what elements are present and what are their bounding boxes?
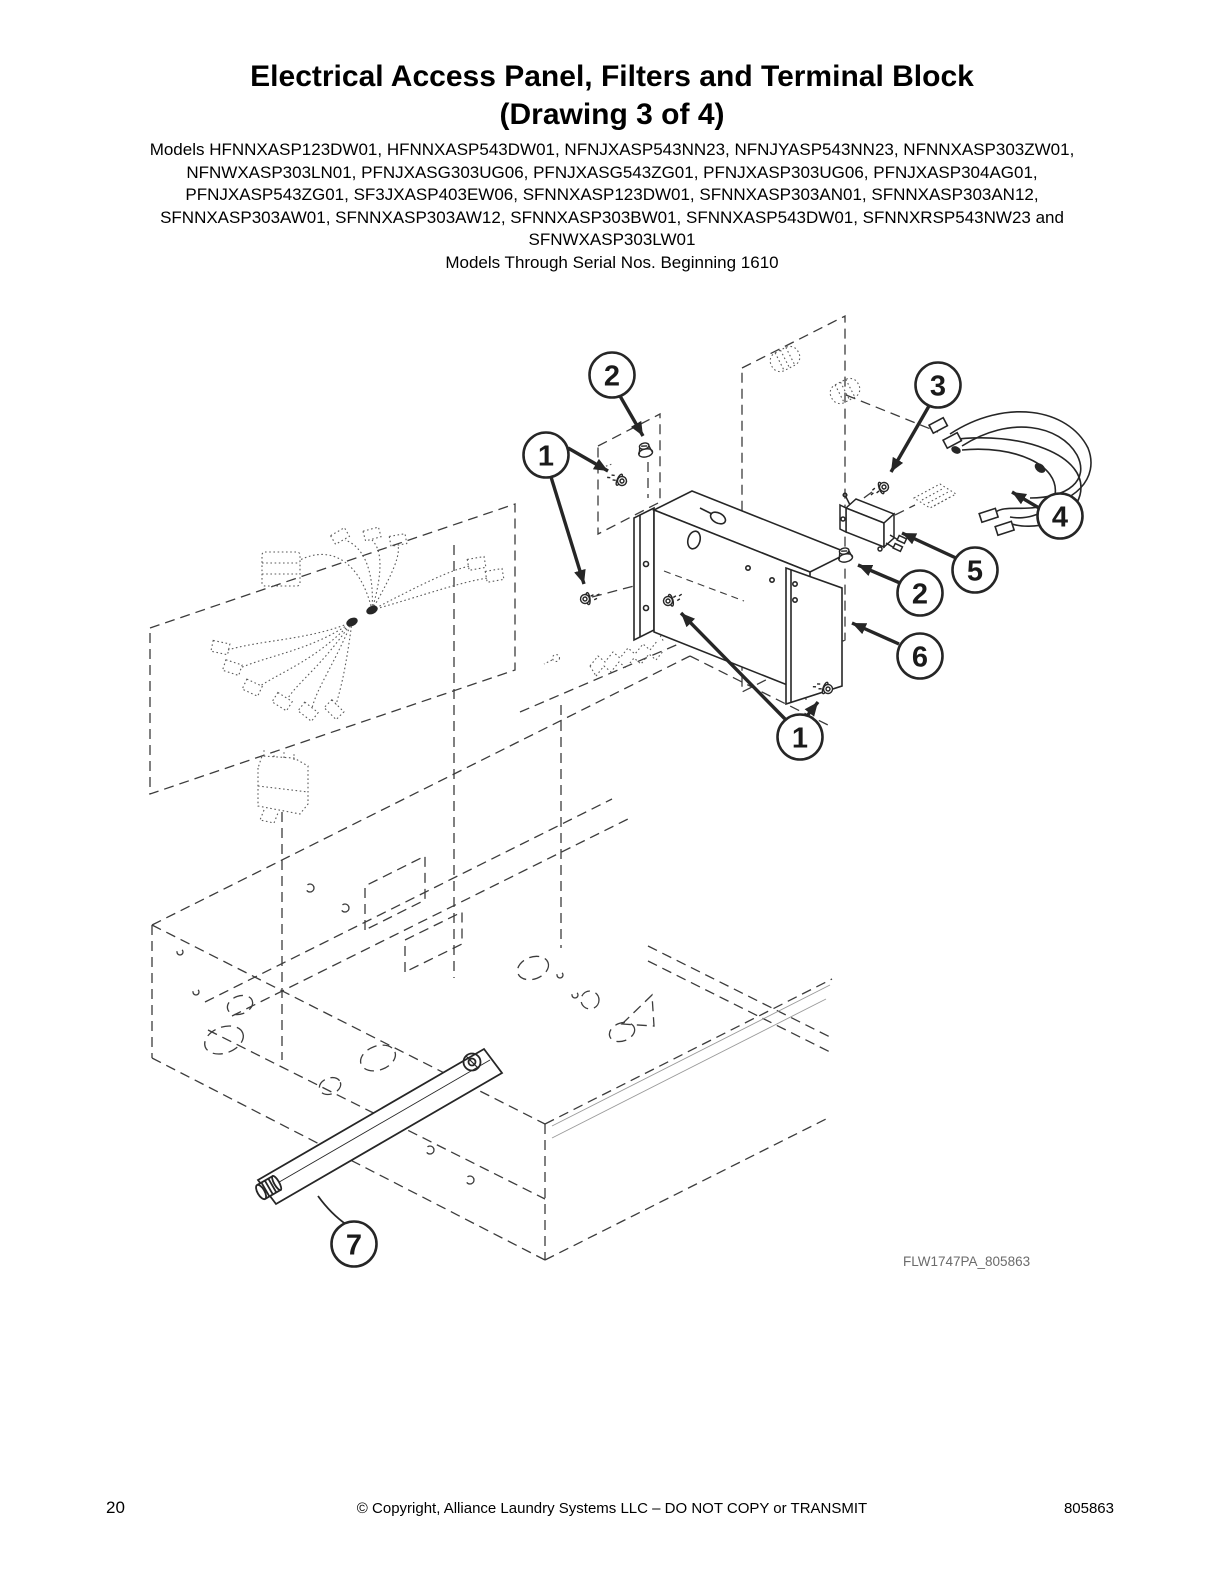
document-number: 805863	[1063, 1500, 1114, 1517]
callout-1-bottom	[778, 715, 823, 760]
callout-number: 2	[911, 578, 929, 611]
callout-6	[898, 634, 943, 679]
callout-5	[953, 548, 998, 593]
models-line: NFNWXASP303LN01, PFNJXASG303UG06, PFNJXASG543ZG01, PFNJXASP303UG06, PFNJXASP304AG01,	[186, 162, 1038, 182]
callout-number: 5	[966, 555, 984, 588]
callout-4	[1038, 494, 1083, 539]
callout-number: 6	[911, 641, 929, 674]
callouts	[332, 353, 1083, 1267]
cable-assembly-item7	[258, 1049, 502, 1204]
ghost-bushing-top-left	[767, 343, 803, 374]
ghost-terminal-strip	[544, 632, 664, 676]
clip-nut-item2-a	[637, 442, 654, 459]
copyright-notice: © Copyright, Alliance Laundry Systems LLC – DO NOT COPY or TRANSMIT	[356, 1500, 868, 1517]
title-line-2: (Drawing 3 of 4)	[499, 98, 725, 131]
callout-2-right	[898, 571, 943, 616]
base-thin-edges	[552, 985, 830, 1138]
models-line: SFNWXASP303LW01	[528, 230, 696, 249]
models-line: Models HFNNXASP123DW01, HFNNXASP543DW01, NFNJXASP543NN23, NFNJYASP543NN23, NFNNXASP303ZW01,	[149, 140, 1075, 159]
ghost-contactor	[258, 748, 308, 823]
screw-item1-b	[580, 591, 601, 606]
title-line-1: Electrical Access Panel, Filters and Terminal Block	[250, 60, 974, 93]
access-panel-end-plate	[786, 568, 842, 704]
callout-number: 1	[537, 440, 555, 473]
callout-2-top	[590, 353, 635, 398]
models-line: PFNJXASP543ZG01, SF3JXASP403EW06, SFNNXASP123DW01, SFNNXASP303AN01, SFNNXASP303AN12,	[185, 185, 1039, 204]
serial-note: Models Through Serial Nos. Beginning 1610	[445, 252, 779, 272]
callout-1-left	[524, 433, 569, 478]
callout-number: 4	[1051, 501, 1069, 534]
callout-7	[332, 1222, 377, 1267]
page-number: 20	[106, 1498, 125, 1517]
screw-item1-a	[606, 469, 629, 488]
harness-knots	[345, 604, 379, 628]
callout-number: 7	[345, 1229, 363, 1262]
screw-item3	[868, 480, 890, 498]
callout-number: 2	[603, 360, 621, 393]
models-line: SFNNXASP303AW01, SFNNXASP303AW12, SFNNXASP303BW01, SFNNXASP543DW01, SFNNXRSP543NW23 and	[160, 207, 1064, 227]
callout-3	[916, 363, 961, 408]
ghost-wire-harness	[211, 527, 504, 721]
emi-filter	[840, 493, 906, 551]
figure-code: FLW1747PA_805863	[903, 1254, 1031, 1269]
callout-number: 3	[929, 370, 947, 403]
ghost-filter	[914, 484, 956, 508]
callout-number: 1	[791, 722, 809, 755]
